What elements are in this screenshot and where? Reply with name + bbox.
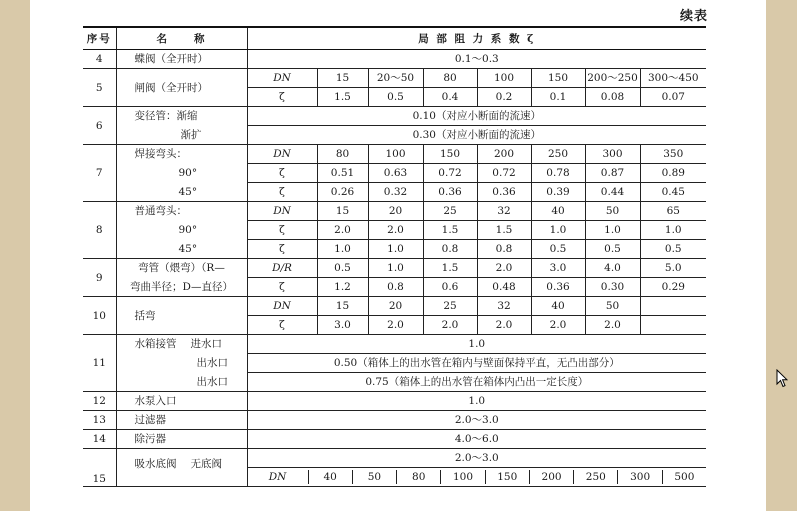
row-name-sub: 45° — [116, 240, 247, 259]
dn-cell: 100 — [441, 470, 485, 484]
row-value: 1.0 — [247, 335, 706, 354]
dn-cell: 80 — [397, 470, 441, 484]
row-name-sub: 渐扩 — [116, 126, 247, 145]
zeta-cell: 0.48 — [477, 278, 531, 297]
zeta-cell: 1.0 — [585, 221, 640, 240]
dn-cell: 500 — [674, 471, 695, 483]
row-name: 吸水底阀 — [134, 458, 177, 470]
zeta-cell: 0.36 — [531, 278, 585, 297]
dn-cell: 300 — [585, 145, 640, 164]
dn-cell-empty — [640, 297, 706, 316]
zeta-cell: 1.0 — [531, 221, 585, 240]
dr-cell: 2.0 — [477, 259, 531, 278]
row-value: 0.50（箱体上的出水管在箱内与壁面保持平直，无凸出部分） — [247, 354, 706, 373]
dn-cell: 20 — [368, 202, 423, 221]
table-row-6b — [83, 126, 706, 145]
dn-cell: 15 — [317, 69, 368, 88]
zeta-label: ζ — [247, 316, 317, 335]
table-row-9-zeta — [83, 278, 706, 297]
zeta-cell: 0.2 — [477, 88, 531, 107]
dr-cell: 0.5 — [317, 259, 368, 278]
table-row-9-dr — [83, 259, 706, 278]
row-name: 水泵入口 — [116, 392, 247, 411]
zeta-cell: 0.8 — [423, 240, 477, 259]
zeta-cell: 0.63 — [368, 164, 423, 183]
row-index: 5 — [83, 69, 116, 107]
zeta-cell: 0.5 — [585, 240, 640, 259]
dn-cell: 100 — [477, 69, 531, 88]
zeta-cell: 0.87 — [585, 164, 640, 183]
zeta-cell-empty — [640, 316, 706, 335]
row-index: 14 — [83, 430, 116, 449]
row-value: 0.1～0.3 — [247, 50, 706, 69]
zeta-cell: 0.8 — [368, 278, 423, 297]
dn-cell: 350 — [640, 145, 706, 164]
row-name: 过滤器 — [116, 411, 247, 430]
table-row-7-zeta45 — [83, 183, 706, 202]
zeta-cell: 0.5 — [368, 88, 423, 107]
dn-cell: 25 — [423, 297, 477, 316]
zeta-label: ζ — [247, 88, 317, 107]
zeta-cell: 2.0 — [531, 316, 585, 335]
table-row-14 — [83, 430, 706, 449]
zeta-cell: 0.45 — [640, 183, 706, 202]
zeta-cell: 3.0 — [317, 316, 368, 335]
dr-cell: 1.5 — [423, 259, 477, 278]
table-row-4 — [83, 50, 706, 69]
dr-cell: 5.0 — [640, 259, 706, 278]
zeta-cell: 2.0 — [368, 221, 423, 240]
dn-cell: 200 — [477, 145, 531, 164]
zeta-cell: 0.51 — [317, 164, 368, 183]
dn-label: DN — [247, 297, 317, 316]
zeta-cell: 0.36 — [423, 183, 477, 202]
zeta-cell: 2.0 — [477, 316, 531, 335]
zeta-label: ζ — [247, 164, 317, 183]
row-index: 8 — [83, 202, 116, 259]
dr-cell: 4.0 — [585, 259, 640, 278]
resistance-coefficient-table — [83, 26, 706, 487]
dn-cell: 150 — [486, 470, 530, 484]
zeta-cell: 1.5 — [317, 88, 368, 107]
zeta-cell: 0.8 — [477, 240, 531, 259]
table-row-6a — [83, 107, 706, 126]
zeta-cell: 2.0 — [368, 316, 423, 335]
dn-cell: 50 — [353, 470, 397, 484]
row-value: 4.0～6.0 — [247, 430, 706, 449]
zeta-cell: 0.78 — [531, 164, 585, 183]
row-name: 普通弯头： — [116, 202, 247, 221]
zeta-cell: 0.72 — [423, 164, 477, 183]
zeta-cell: 2.0 — [585, 316, 640, 335]
row-index: 7 — [83, 145, 116, 202]
row-name-sub: 无底阀 — [190, 458, 222, 470]
dn-cell: 80 — [423, 69, 477, 88]
zeta-cell: 1.0 — [368, 240, 423, 259]
zeta-cell: 0.29 — [640, 278, 706, 297]
zeta-cell: 0.36 — [477, 183, 531, 202]
zeta-cell: 0.4 — [423, 88, 477, 107]
zeta-cell: 1.2 — [317, 278, 368, 297]
row-value: 1.0 — [247, 392, 706, 411]
row-index: 9 — [83, 259, 116, 297]
zeta-cell: 0.07 — [640, 88, 706, 107]
row-index: 11 — [83, 335, 116, 392]
dn-cell: 25 — [423, 202, 477, 221]
header-name: 名 称 — [116, 27, 247, 50]
dn-cell: 250 — [531, 145, 585, 164]
row-name: 蝶阀（全开时） — [116, 50, 247, 69]
zeta-cell: 0.44 — [585, 183, 640, 202]
row-value: 0.10（对应小断面的流速） — [247, 107, 706, 126]
dn-cell: 300～450 — [640, 69, 706, 88]
dn-cell: 15 — [317, 202, 368, 221]
dr-cell: 3.0 — [531, 259, 585, 278]
dn-cell: 40 — [531, 297, 585, 316]
row-name: 括弯 — [116, 297, 247, 335]
zeta-cell: 1.5 — [477, 221, 531, 240]
dr-label: D/R — [247, 259, 317, 278]
table-row-12 — [83, 392, 706, 411]
right-margin-background — [766, 0, 797, 511]
dn-cell: 32 — [477, 297, 531, 316]
row-value: 2.0～3.0 — [247, 449, 706, 468]
row-index: 4 — [83, 50, 116, 69]
dn-cell: 20 — [368, 297, 423, 316]
table-row-10-dn — [83, 297, 706, 316]
row-name-sub: 进水口 — [190, 338, 222, 351]
row-name-sub: 出水口 — [116, 373, 247, 392]
dn-label: DN — [247, 69, 317, 88]
dn-cell: 80 — [317, 145, 368, 164]
row-index: 10 — [83, 297, 116, 335]
zeta-cell: 0.08 — [585, 88, 640, 107]
dn-cell: 200～250 — [585, 69, 640, 88]
zeta-cell: 0.6 — [423, 278, 477, 297]
header-coefficient: 局 部 阻 力 系 数 ζ — [247, 27, 706, 50]
dn-cell: 250 — [574, 470, 618, 484]
zeta-cell: 0.1 — [531, 88, 585, 107]
zeta-label: ζ — [247, 278, 317, 297]
dn-cell: 32 — [477, 202, 531, 221]
table-row-5-dn — [83, 69, 706, 88]
table-row-13 — [83, 411, 706, 430]
row-name: 除污器 — [116, 430, 247, 449]
table-row-7-dn — [83, 145, 706, 164]
header-index: 序号 — [83, 27, 116, 50]
dn-label: DN — [248, 470, 309, 484]
dn-label: DN — [247, 145, 317, 164]
table-row-8-zeta90 — [83, 221, 706, 240]
dn-cell: 100 — [368, 145, 423, 164]
dn-label: DN — [247, 202, 317, 221]
table-row-11c — [83, 373, 706, 392]
row-value: 2.0～3.0 — [247, 411, 706, 430]
dr-cell: 1.0 — [368, 259, 423, 278]
zeta-label: ζ — [247, 221, 317, 240]
dn-cell: 40 — [309, 470, 353, 484]
dn-cell: 300 — [618, 470, 662, 484]
table-row-15a — [83, 449, 706, 468]
dn-cell: 20～50 — [368, 69, 423, 88]
table-row-11b — [83, 354, 706, 373]
row-value: 0.75（箱体上的出水管在箱体内凸出一定长度） — [247, 373, 706, 392]
zeta-label: ζ — [247, 240, 317, 259]
zeta-cell: 0.32 — [368, 183, 423, 202]
zeta-cell: 0.39 — [531, 183, 585, 202]
dn-cell: 50 — [585, 202, 640, 221]
table-header-row — [83, 27, 706, 50]
row-index: 13 — [83, 411, 116, 430]
zeta-cell: 1.0 — [317, 240, 368, 259]
zeta-cell: 0.5 — [531, 240, 585, 259]
zeta-cell: 0.89 — [640, 164, 706, 183]
dn-cell: 200 — [530, 470, 574, 484]
row-name-sub: 出水口 — [116, 354, 247, 373]
row-name: 弯管（煨弯）（R— — [116, 259, 247, 278]
row-index: 6 — [83, 107, 116, 145]
zeta-cell: 0.72 — [477, 164, 531, 183]
zeta-cell: 2.0 — [423, 316, 477, 335]
left-margin-background — [0, 0, 30, 511]
zeta-cell: 0.26 — [317, 183, 368, 202]
dn-cell: 150 — [531, 69, 585, 88]
dn-cell: 50 — [585, 297, 640, 316]
row-name: 焊接弯头： — [116, 145, 247, 164]
row-name: 变径管：渐缩 — [116, 107, 247, 126]
row-name-sub: 90° — [116, 164, 247, 183]
zeta-label: ζ — [247, 183, 317, 202]
row-name-sub: 弯曲半径；D—直径） — [116, 278, 247, 297]
zeta-cell: 0.30 — [585, 278, 640, 297]
dn-cell: 65 — [640, 202, 706, 221]
table-row-8-dn — [83, 202, 706, 221]
zeta-cell: 2.0 — [317, 221, 368, 240]
dn-cell: 150 — [423, 145, 477, 164]
zeta-cell: 1.5 — [423, 221, 477, 240]
continued-table-label: 续表 — [680, 9, 709, 24]
mouse-pointer-icon — [776, 369, 788, 388]
row-value: 0.30（对应小断面的流速） — [247, 126, 706, 145]
zeta-cell: 1.0 — [640, 221, 706, 240]
zeta-cell: 0.5 — [640, 240, 706, 259]
dn-cell: 40 — [531, 202, 585, 221]
row-index: 12 — [83, 392, 116, 411]
table-row-8-zeta45 — [83, 240, 706, 259]
document-page — [30, 0, 766, 511]
table-row-7-zeta90 — [83, 164, 706, 183]
row-name: 闸阀（全开时） — [116, 69, 247, 107]
row-name-sub: 45° — [116, 183, 247, 202]
table-row-11a — [83, 335, 706, 354]
row-name: 水箱接管 — [134, 338, 177, 351]
row-index: 15 — [83, 449, 116, 487]
row-name-sub: 90° — [116, 221, 247, 240]
dn-cell: 15 — [317, 297, 368, 316]
